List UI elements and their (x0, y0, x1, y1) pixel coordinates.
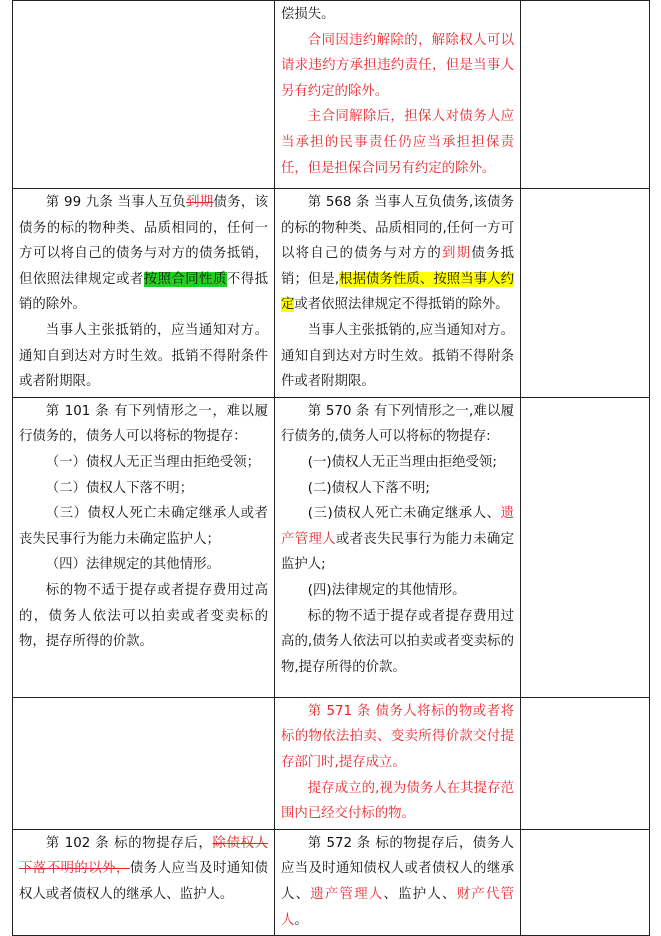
text-run: 第 568 条 (307, 195, 370, 210)
text-run: 到期 (442, 246, 472, 262)
notes-cell (521, 397, 650, 697)
clause-paragraph (19, 450, 268, 476)
text-run: 第 570 条 (307, 403, 370, 419)
text-run: 根据债务性质、按照当事人约定 (281, 271, 514, 313)
text-run: 债务抵销；但是, (281, 246, 514, 287)
text-run: （四）法律规定的其他情形。 (45, 557, 220, 573)
text-run: 当事人主张抵销的,应当通知对方。通知自到达对方时生效。抵销不得附条件或者附期限。 (281, 322, 514, 390)
text-run: 或者丧失民事行为能力未确定监护人; (281, 531, 515, 573)
text-run: 财产代管人 (281, 886, 514, 928)
text-run: (三)债权人死亡未确定继承人、 (307, 506, 501, 522)
notes-cell (521, 189, 650, 398)
text-run: 遗产管理人 (310, 886, 384, 902)
clause-paragraph (19, 501, 268, 552)
text-run: 按照合同性质 (143, 271, 227, 287)
comparison-row (13, 829, 650, 935)
comparison-table-body (13, 1, 650, 936)
comparison-row (13, 397, 650, 697)
text-run: 到期 (186, 195, 214, 210)
text-run: 当事人互负 (113, 195, 187, 210)
text-run: (四)法律规定的其他情形。 (307, 582, 466, 598)
text-run: 第 572 条 (307, 835, 371, 851)
text-run: 当事人互负债务,该债务的标的物种类、品质相同的,任何一方可以将自己的债务与对方的 (281, 195, 514, 262)
text-run: 合同因违约解除的，解除权人可以请求违约方承担违约责任，但是当事人另有约定的除外。 (281, 32, 514, 99)
old-law-cell (13, 189, 275, 398)
clause-paragraph (19, 318, 268, 395)
old-law-cell (13, 697, 275, 829)
text-run: 偿损失。 (281, 7, 335, 22)
new-law-cell (275, 697, 521, 829)
old-law-cell (13, 829, 275, 935)
clause-paragraph (281, 476, 514, 502)
clause-paragraph (281, 450, 514, 476)
text-run: 第 102 条 (45, 835, 110, 851)
text-run: 第 571 条 债务人将标的物或者将标的物依法拍卖、变卖所得价款交付提存部门时,提存成立。 (281, 703, 514, 770)
old-law-cell (13, 1, 275, 189)
text-run: 第 101 条 (45, 403, 110, 419)
text-run: 债务，该债务的标的物种类、品质相同的，任何一方可以将自己的债务与对方的债务抵销，但依照法律规定或者 (19, 195, 269, 287)
text-run: 除债权人下落不明的以外， (19, 835, 269, 877)
notes-cell (521, 697, 650, 829)
clause-paragraph (281, 2, 514, 28)
text-run: 遗产管理人 (281, 506, 514, 547)
text-run: 标的物提存后，债务人应当及时通知债权人或者债权人的继承人、 (281, 835, 514, 902)
comparison-table (12, 0, 650, 936)
text-run: 债务人应当及时通知债权人或者债权人的继承人、监护人。 (19, 861, 268, 902)
text-run: 标的物不适于提存或者提存费用过高的，债务人依法可以拍卖或者变卖标的物，提存所得的价款。 (19, 582, 268, 650)
text-run: 有下列情形之一，难以履行债务的，债务人可以将标的物提存： (19, 403, 268, 445)
law-comparison-document (12, 0, 649, 936)
text-run: 主合同解除后，担保人对债务人应当承担的民事责任仍应当承担担保责任，但是担保合同另有约定的除外。 (281, 109, 514, 176)
clause-paragraph (19, 399, 268, 450)
text-run: （一）债权人无正当理由拒绝受领； (45, 454, 261, 470)
notes-cell (521, 1, 650, 189)
clause-paragraph (19, 831, 268, 908)
clause-paragraph (19, 476, 268, 502)
text-run: 有下列情形之一,难以履行债务的,债务人可以将标的物提存: (281, 403, 514, 445)
text-run: 第 99 九条 (45, 195, 114, 210)
clause-paragraph (281, 501, 514, 578)
clause-paragraph (281, 318, 514, 395)
old-law-cell (13, 397, 275, 697)
comparison-row (13, 189, 650, 398)
clause-paragraph (281, 104, 514, 181)
text-run: （二）债权人下落不明； (45, 480, 194, 496)
text-run: 标的物不适于提存或者提存费用过高的,债务人依法可以拍卖或者变卖标的物,提存所得的价款。 (281, 608, 514, 675)
clause-paragraph (19, 552, 268, 578)
notes-cell (521, 829, 650, 935)
clause-paragraph (281, 190, 514, 318)
text-run: 当事人主张抵销的，应当通知对方。通知自到达对方时生效。抵销不得附条件或者附期限。 (19, 322, 268, 390)
clause-paragraph (281, 399, 514, 450)
clause-paragraph (281, 578, 514, 604)
text-run: (一)债权人无正当理由拒绝受领; (307, 454, 497, 470)
clause-paragraph (281, 604, 514, 681)
comparison-row (13, 697, 650, 829)
text-run: (二)债权人下落不明; (307, 480, 430, 496)
clause-paragraph (281, 28, 514, 105)
text-run: 标的物提存后， (109, 835, 213, 851)
text-run: 、监护人、 (383, 886, 457, 902)
new-law-cell (275, 189, 521, 398)
text-run: 提存成立的,视为债务人在其提存范围内已经交付标的物。 (281, 780, 514, 822)
clause-paragraph (281, 699, 514, 776)
new-law-cell (275, 829, 521, 935)
clause-paragraph (281, 776, 514, 827)
text-run: （三）债权人死亡未确定继承人或者丧失民事行为能力未确定监护人； (19, 506, 268, 547)
clause-paragraph (19, 578, 268, 655)
new-law-cell (275, 397, 521, 697)
clause-paragraph (19, 190, 268, 318)
comparison-row (13, 1, 650, 189)
new-law-cell (275, 1, 521, 189)
text-run: 。 (294, 912, 308, 928)
text-run: 不得抵销的除外。 (19, 271, 268, 313)
clause-paragraph (281, 831, 514, 933)
text-run: 或者依照法律规定不得抵销的除外。 (294, 297, 509, 313)
